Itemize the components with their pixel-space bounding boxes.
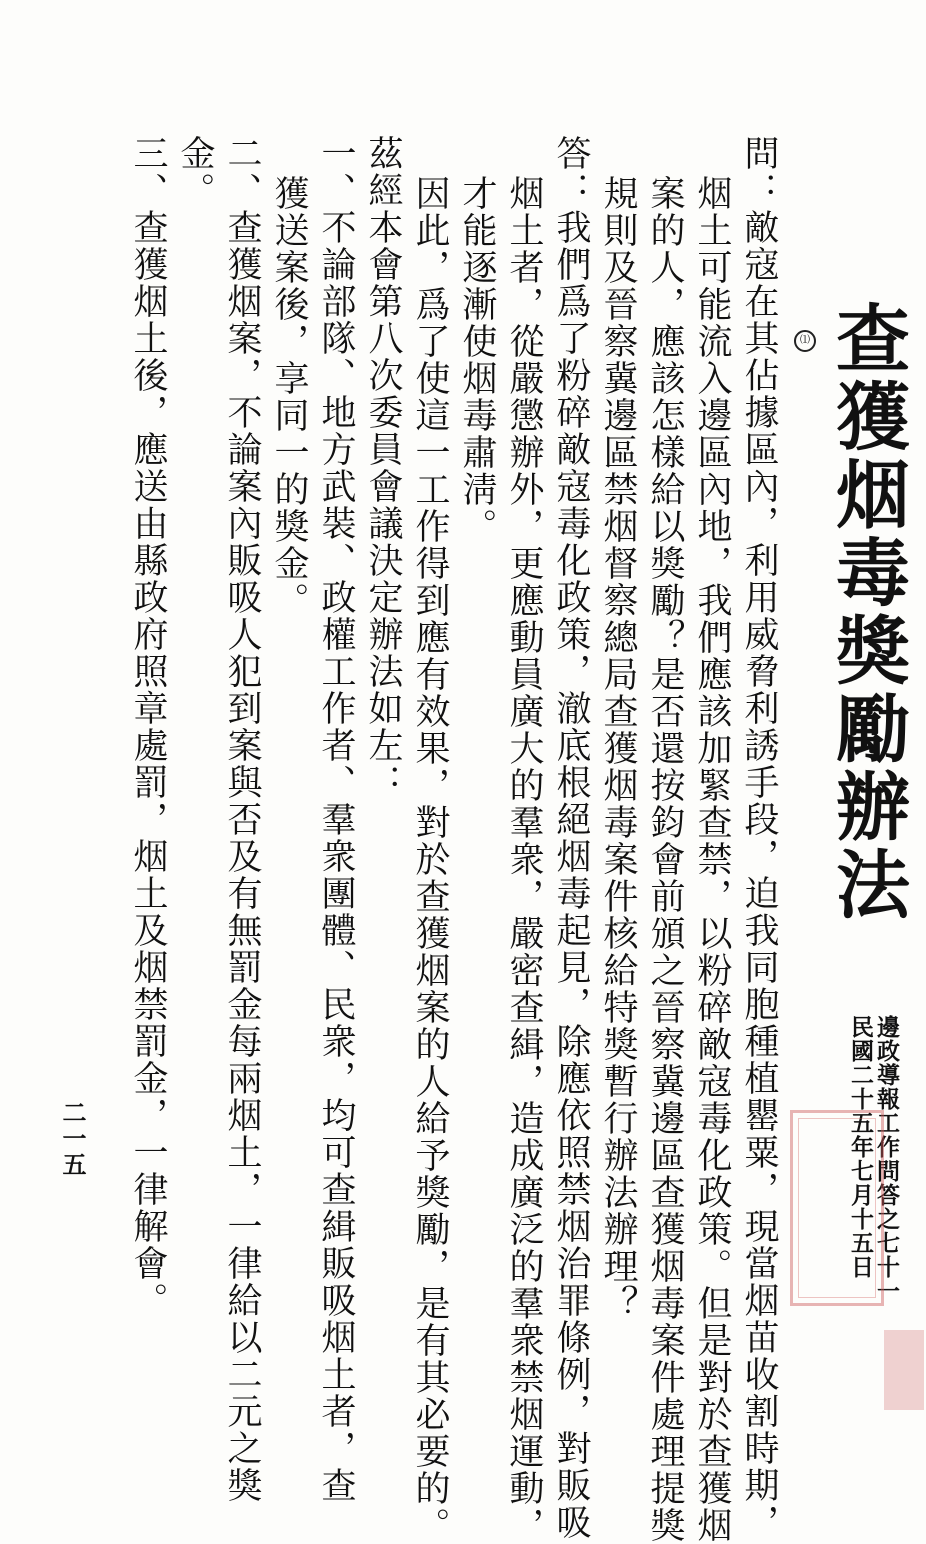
text-column: 烟土者，從嚴懲辦外，更應動員廣大的羣衆，嚴密查緝，造成廣泛的羣衆禁烟運動， xyxy=(504,175,544,1544)
text-column: 三、查獲烟土後，應送由縣政府照章處罰，烟土及烟禁罰金，一律解會。 xyxy=(128,135,168,1319)
source-date: 民國二十五年七月十五日 xyxy=(847,1015,874,1279)
text-column: 問：敵寇在其佔據區內，利用威脅利誘手段，迫我同胞種植罌粟，現當烟苗收割時期， xyxy=(739,135,779,1541)
text-column: 烟土可能流入邊區內地，我們應該加緊查禁，以粉碎敵寇毒化政策。但是對於查獲烟 xyxy=(692,175,732,1544)
text-column: 茲經本會第八次委員會議決定辦法如左： xyxy=(363,135,403,801)
text-column: 才能逐漸使烟毒肅淸。 xyxy=(457,175,497,545)
text-column: 規則及晉察冀邊區禁烟督察總局查獲烟毒案件核給特獎暫行辦法辦理？ xyxy=(598,175,638,1322)
text-column: 答：我們爲了粉碎敵寇毒化政策，澈底根絕烟毒起見，除應依照禁烟治罪條例，對販吸 xyxy=(551,135,591,1541)
page-number: 二一五 xyxy=(58,1100,87,1178)
footnote-mark-icon: ⑴ xyxy=(794,330,816,352)
source-publication: 邊政導報工作問答之七十一 xyxy=(873,1015,900,1303)
text-column: 二、查獲烟案，不論案內販吸人犯到案與否及有無罰金每兩烟土，一律給以二元之獎 xyxy=(222,135,262,1504)
text-column: 金。 xyxy=(175,135,215,209)
text-column: 因此，爲了使這一工作得到應有效果，對於查獲烟案的人給予獎勵，是有其必要的。 xyxy=(410,175,450,1544)
edge-stamp-icon xyxy=(884,1330,924,1410)
page-title: 查獲烟毒獎勵辦法 xyxy=(824,300,910,924)
red-seal-icon xyxy=(790,1110,884,1306)
text-column: 一、不論部隊、地方武裝、政權工作者、羣衆團體、民衆，均可查緝販吸烟土者，查 xyxy=(316,135,356,1504)
text-column: 案的人，應該怎樣給以獎勵？是否還按鈞會前頒之晉察冀邊區查獲烟毒案件處理提獎 xyxy=(645,175,685,1544)
text-column: 獲送案後，享同一的獎金。 xyxy=(269,175,309,619)
